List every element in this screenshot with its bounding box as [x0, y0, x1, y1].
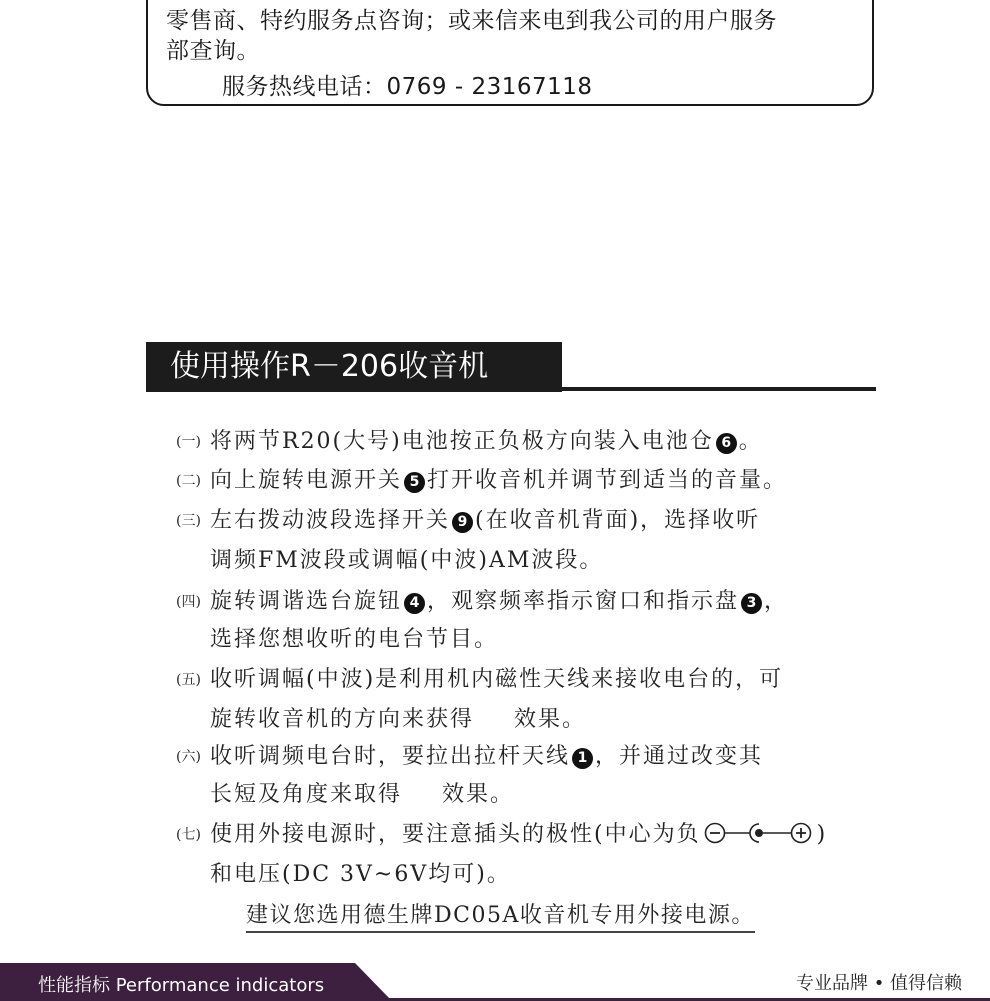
- step-7-line-2: 和电压(DC 3V~6V均可)。: [210, 862, 511, 887]
- step-4-line-2: 选择您想收听的电台节目。: [210, 627, 499, 652]
- step-6-number: (六): [176, 749, 201, 765]
- section-title: 使用操作R－206收音机: [146, 342, 562, 392]
- part-marker-4: 4: [404, 593, 425, 614]
- step-5-number: (五): [176, 672, 201, 688]
- footer-banner: [0, 963, 392, 1001]
- step-5-line-1: (五) 收听调幅(中波)是利用机内磁性天线来接收电台的，可: [176, 667, 784, 692]
- step-1-line-1: (一) 将两节R20(大号)电池按正负极方向装入电池仓 6 。: [176, 429, 763, 454]
- footer-section-label: 性能指标 Performance indicators: [38, 975, 325, 996]
- part-marker-9: 9: [452, 512, 473, 533]
- step-4-line-1: (四) 旋转调谐选台旋钮 4 ，观察频率指示窗口和指示盘 3 ，: [176, 589, 789, 614]
- notice-line-2: 部查询。: [166, 38, 260, 64]
- step-3-line-2: 调频FM波段或调幅(中波)AM波段。: [210, 548, 604, 573]
- part-marker-5: 5: [404, 472, 425, 493]
- part-marker-3: 3: [741, 593, 762, 614]
- center-negative-polarity-icon: [703, 821, 815, 845]
- step-6-line-1: (六) 收听调频电台时，要拉出拉杆天线 1 ，并通过改变其: [176, 744, 764, 769]
- power-adapter-advice: 建议您选用德生牌DC05A收音机专用外接电源。: [246, 898, 755, 933]
- part-marker-6: 6: [716, 433, 737, 454]
- service-hotline: 服务热线电话：0769 - 23167118: [222, 74, 593, 100]
- step-3-number: (三): [176, 513, 201, 529]
- step-2-line-1: (二) 向上旋转电源开关 5 打开收音机并调节到适当的音量。: [176, 468, 788, 493]
- step-5-line-2: 旋转收音机的方向来获得 效果。: [210, 707, 587, 732]
- footer-slogan: 专业品牌 • 值得信赖: [796, 973, 963, 994]
- notice-line-1: 零售商、特约服务点咨询；或来信来电到我公司的用户服务: [166, 8, 777, 34]
- part-marker-1: 1: [572, 748, 593, 769]
- step-7-number: (七): [176, 827, 201, 843]
- step-6-line-2: 长短及角度来取得 效果。: [210, 782, 515, 807]
- step-7-line-1: (七) 使用外接电源时，要注意插头的极性(中心为负 ): [176, 822, 828, 847]
- section-title-rule: [146, 387, 876, 391]
- step-3-line-1: (三) 左右拨动波段选择开关 9 (在收音机背面)，选择收听: [176, 508, 761, 533]
- step-1-number: (一): [176, 434, 201, 450]
- step-4-number: (四): [176, 594, 201, 610]
- step-2-number: (二): [176, 473, 201, 489]
